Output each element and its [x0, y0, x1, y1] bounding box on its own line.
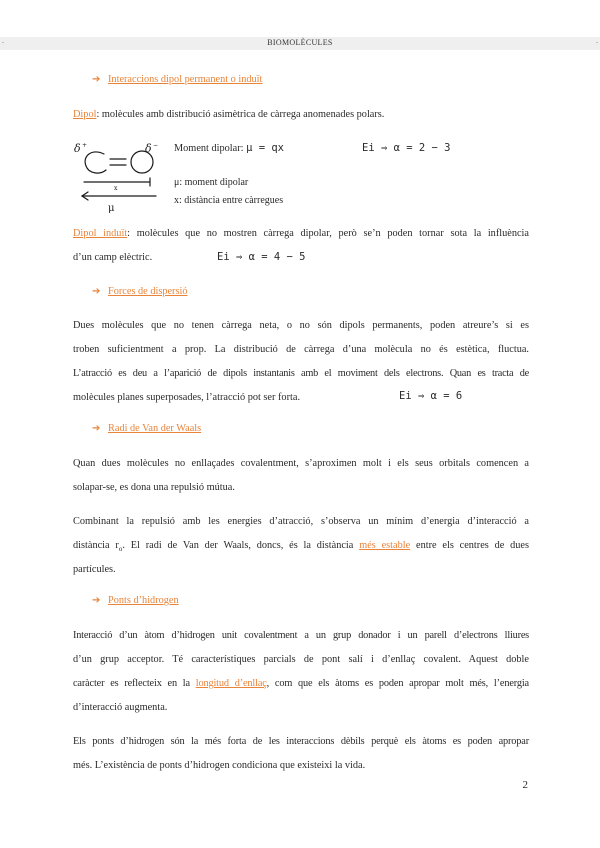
link-mes-estable[interactable]: més estable [359, 540, 411, 551]
header-left-mark: . [2, 36, 4, 45]
dispersio-paragraph: Dues molècules que no tenen càrrega neta, o no són dipols permanents, poden atreure’s si es troben suficientment a prop. La distribució de càrrega d’una molècula no és estètica, fluctua. L’atracció es deu a l’aparició de dipols instantanis amb el moviment dels electrons. Quan es tracta de molècules planes superposades, l’atracció pot ser forta. [73, 320, 529, 403]
x-definition: x: distància entre càrregues [174, 195, 284, 206]
link-dipol-induit[interactable]: Dipol induït [73, 228, 128, 239]
svg-text:δ: δ [74, 142, 81, 155]
svg-text:+: + [82, 142, 88, 149]
ei-range-1: Ei ⇒ α = 2 − 3 [362, 142, 451, 154]
svg-text:−: − [153, 142, 159, 149]
page-number: 2 [522, 779, 528, 791]
section-title[interactable]: Forces de dispersió [108, 286, 188, 297]
arrow-icon: ➔ [92, 595, 101, 606]
dipole-sketch [70, 138, 170, 214]
section-title[interactable]: Interaccions dipol permanent o induït [108, 74, 263, 85]
vdw-paragraph-2: Combinant la repulsió amb les energies d’atracció, s’observa un mínim d’energia d’interacció a distància $r_o$. El radi de Van der Waals, doncs, és la distància més estable entre els centres de dues partícules. [73, 516, 530, 575]
arrow-icon: ➔ [92, 423, 101, 434]
ei-range-2: Ei ⇒ α = 4 − 5 [217, 251, 306, 263]
dipol-definition: Dipol: molècules amb distribució asimètrica de càrrega anomenades polars. [73, 109, 385, 120]
section-title[interactable]: Radi de Van der Waals [108, 423, 202, 434]
header-right-mark: . [596, 36, 598, 45]
link-longitud-enllac[interactable]: longitud d’enllaç [195, 678, 267, 689]
section-heading-ponts [92, 595, 179, 606]
section-heading-dispersio [92, 286, 188, 297]
moment-dipolar-label: Moment dipolar: μ = qx [174, 142, 285, 154]
section-title[interactable]: Ponts d’hidrogen [108, 595, 179, 606]
x-symbol: x [114, 185, 118, 192]
arrow-icon: ➔ [92, 74, 101, 85]
section-heading-dipol [92, 74, 262, 85]
link-dipol[interactable]: Dipol [73, 109, 97, 120]
vdw-paragraph-1: Quan dues molècules no enllaçades covalentment, s’aproximen molt i els seus orbitals comencen a solapar-se, es dona una repulsió mútua. [73, 458, 529, 493]
header-title: BIOMOLÈCULES [267, 38, 333, 47]
ponts-paragraph-1: Interacció d’un àtom d’hidrogen unit covalentment a un grup donador i un parell d’electrons lliures d’un grup acceptor. Té característiques parcials de pont salí i d’enllaç covalent. Aquest doble caràcter es reflecteix en la longitud d’enllaç, com que els àtoms es poden apropar molt més, l’energia d’interacció augmenta. [73, 630, 529, 713]
ei-range-3: Ei ⇒ α = 6 [399, 390, 463, 402]
svg-text:δ: δ [145, 142, 152, 155]
mu-definition: μ: moment dipolar [174, 177, 249, 188]
ponts-paragraph-2: Els ponts d’hidrogen són la més forta de les interaccions dèbils perquè els àtoms es poden apropar més. L’existència de ponts d’hidrogen condiciona que existeixi la vida. [73, 736, 529, 771]
arrow-icon: ➔ [92, 286, 101, 297]
section-heading-vdw [92, 423, 201, 434]
dipol-induit-paragraph: Dipol induït: molècules que no mostren càrrega dipolar, però se’n poden tornar sota la influència d’un camp elèctric. [73, 228, 529, 263]
mu-symbol: μ [108, 203, 115, 214]
